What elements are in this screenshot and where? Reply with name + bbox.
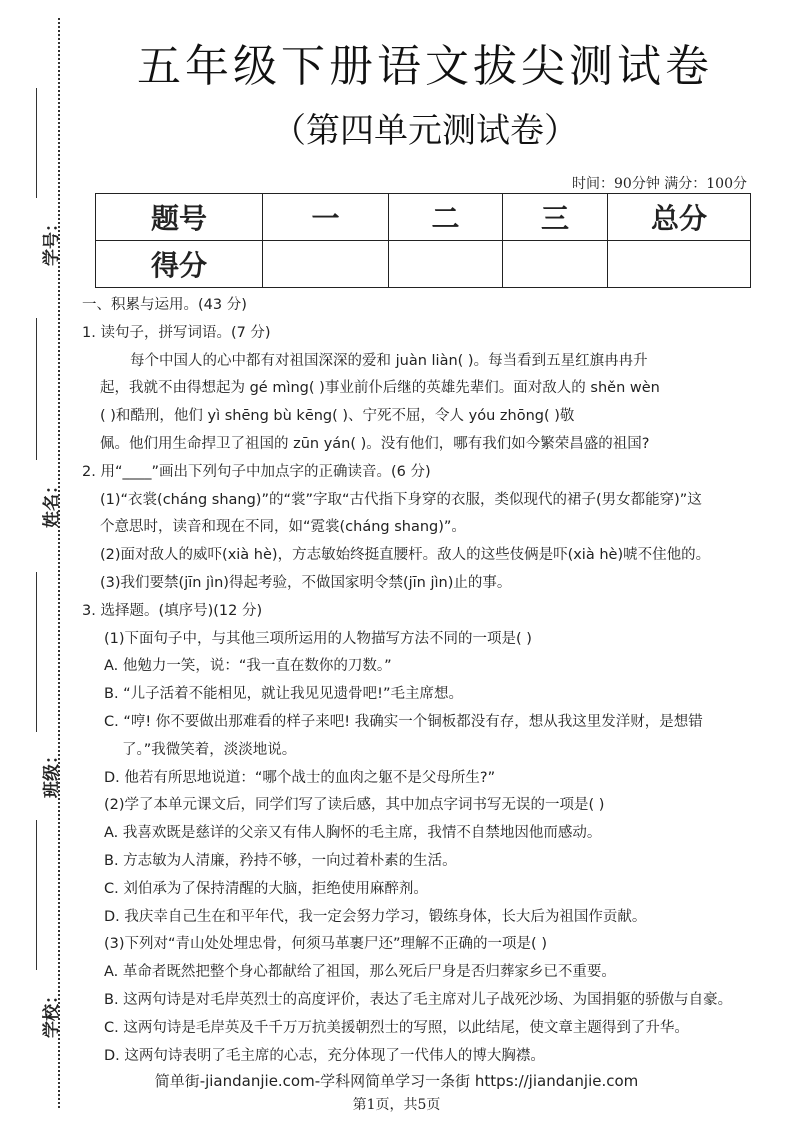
row-label-score: 得分 xyxy=(96,241,263,288)
text-line: 一、积累与运用。(43 分) xyxy=(82,297,247,313)
text-line: (3)我们要禁(jīn jìn)得起考验，不做国家明令禁(jīn jìn)止的事。 xyxy=(100,574,512,591)
header-part-3: 三 xyxy=(503,194,608,241)
score-table xyxy=(95,193,751,288)
text-line: (1)下面句子中，与其他三项所运用的人物描写方法不同的一项是( ) xyxy=(104,630,532,647)
name-label: 姓名： xyxy=(42,477,62,528)
text-line: 起，我就不由得想起为 gé mìng( )事业前仆后继的英雄先辈们。面对敌人的 shěn wèn xyxy=(100,380,660,397)
class-label: 班级： xyxy=(42,747,62,798)
text-line: (2)学了本单元课文后，同学们写了读后感，其中加点字词书写无误的一项是( ) xyxy=(104,797,605,814)
footer-watermark: 简单街-jiandanjie.com-学科网简单学习一条街 https://jiandanjie.com xyxy=(154,1072,639,1090)
score-cell-3[interactable] xyxy=(503,241,608,288)
text-line: C. 刘伯承为了保持清醒的大脑，拒绝使用麻醉剂。 xyxy=(104,880,428,897)
text-line: A. 革命者既然把整个身心都献给了祖国，那么死后尸身是否归葬家乡已不重要。 xyxy=(104,964,616,981)
header-part-1: 一 xyxy=(263,194,389,241)
student-id-label: 学号： xyxy=(42,215,62,266)
text-line: 个意思时，读音和现在不同，如“霓裳(cháng shang)”。 xyxy=(100,519,466,536)
text-line: 佩。他们用生命捍卫了祖国的 zūn yán( )。没有他们，哪有我们如今繁荣昌盛的祖国? xyxy=(100,435,650,452)
text-line: B. 方志敏为人清廉，矜持不够，一向过着朴素的生活。 xyxy=(104,852,457,869)
text-line: C. “哼! 你不要做出那难看的样子来吧! 我确实一个铜板都没有存，想从我这里发洋财，是想错 xyxy=(104,713,703,730)
school-label: 学校： xyxy=(42,987,62,1038)
page-title: 五年级下册语文拔尖测试卷 xyxy=(137,41,713,92)
text-line: D. 这两句诗表明了毛主席的心志，充分体现了一代伟人的博大胸襟。 xyxy=(104,1047,545,1064)
score-cell-1[interactable] xyxy=(263,241,389,288)
text-line: B. “儿子活着不能相见，就让我见见遗骨吧!”毛主席想。 xyxy=(104,686,464,703)
name-line[interactable] xyxy=(36,318,37,460)
text-line: A. 我喜欢既是慈详的父亲又有伟人胸怀的毛主席，我情不自禁地因他而感动。 xyxy=(104,825,602,842)
text-line: D. 他若有所思地说道：“哪个战士的血肉之躯不是父母所生?” xyxy=(104,769,496,786)
header-total: 总分 xyxy=(608,194,751,241)
text-line: (2)面对敌人的威吓(xià hè)，方志敏始终挺直腰杆。敌人的这些伎俩是吓(xià hè)唬不住他的。 xyxy=(100,547,711,564)
time-score-info: 时间：90分钟 满分：100分 xyxy=(572,176,747,192)
class-line[interactable] xyxy=(36,572,37,732)
text-line: (3)下列对“青山处处埋忠骨，何须马革裹尸还”理解不正确的一项是( ) xyxy=(104,936,547,953)
school-line[interactable] xyxy=(36,820,37,970)
binding-margin-dotted-line xyxy=(58,18,60,1108)
text-line: 2. 用“____”画出下列句子中加点字的正确读音。(6 分) xyxy=(82,463,431,480)
score-cell-total[interactable] xyxy=(608,241,751,288)
score-table-header-row xyxy=(96,194,751,241)
text-line: 每个中国人的心中都有对祖国深深的爱和 juàn liàn( )。每当看到五星红旗冉冉升 xyxy=(130,352,648,369)
score-cell-2[interactable] xyxy=(389,241,503,288)
student-id-line[interactable] xyxy=(36,88,37,198)
header-question-no: 题号 xyxy=(96,194,263,241)
text-line: (1)“衣裳(cháng shang)”的“裳”字取“古代指下身穿的衣服，类似现代的裙子(男女都能穿)”这 xyxy=(100,491,702,508)
text-line: D. 我庆幸自己生在和平年代，我一定会努力学习，锻练身体，长大后为祖国作贡献。 xyxy=(104,908,647,925)
text-line: C. 这两句诗是毛岸英及千千万万抗美援朝烈士的写照，以此结尾，使文章主题得到了升华。 xyxy=(104,1019,689,1036)
text-line: 3. 选择题。(填序号)(12 分) xyxy=(82,602,263,619)
page-subtitle: （第四单元测试卷） xyxy=(272,111,578,151)
text-line: B. 这两句诗是对毛岸英烈士的高度评价，表达了毛主席对儿子战死沙场、为国捐躯的骄傲与自豪。 xyxy=(104,991,733,1008)
header-part-2: 二 xyxy=(389,194,503,241)
text-line: ( )和酷刑，他们 yì shēng bù kēng( )、宁死不屈，令人 yóu zhōng( )敬 xyxy=(100,408,575,425)
text-line: A. 他勉力一笑，说：“我一直在数你的刀数。” xyxy=(104,658,392,675)
text-line: 了。”我微笑着，淡淡地说。 xyxy=(122,741,297,758)
page-number: 第1页，共5页 xyxy=(352,1097,441,1113)
exam-content xyxy=(82,292,752,1070)
score-table-score-row xyxy=(96,241,751,288)
text-line: 1. 读句子，拼写词语。(7 分) xyxy=(82,324,271,341)
